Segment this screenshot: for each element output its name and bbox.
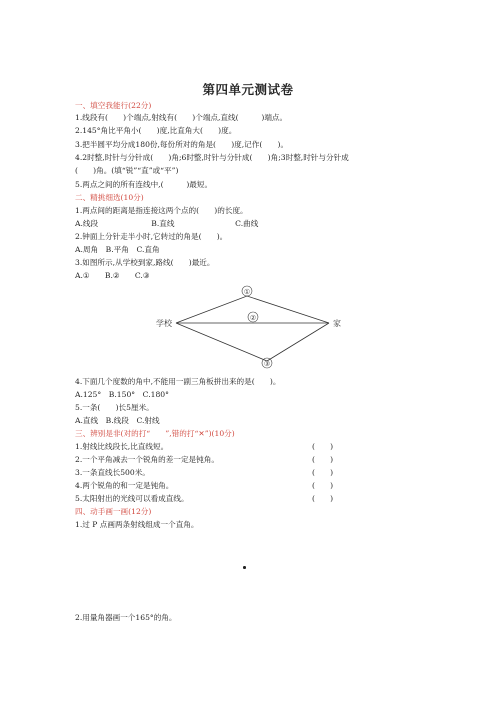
s3-item-4: 4.两个锐角的和一定是钝角。	[75, 481, 174, 490]
s3-item-5: 5.太阳射出的光线可以看成直线。	[75, 494, 189, 503]
s3-item-3: 3.一条直线长500米。	[75, 468, 150, 477]
s4-question-2: 2.用量角器画一个165°的角。	[75, 613, 177, 622]
s2-question-2: 2.钟面上分针走半小时,它转过的角是( )。	[75, 232, 228, 241]
school-label: 学校	[156, 319, 172, 328]
route-2-marker	[248, 312, 258, 322]
s1-question-4-cont: ( )角。(填“锐”“直”或“平”)	[75, 166, 179, 175]
s2-question-4-options: A.125° B.150° C.180°	[75, 390, 169, 399]
route-3-label: ③	[263, 360, 271, 368]
s1-question-4: 4.2时整,时针与分针成( )角;6时整,时针与分针成( )角;3时整,时针与分针成	[75, 153, 349, 162]
s1-question-5: 5.两点之间的所有连线中,( )最短。	[75, 180, 213, 189]
s3-item-1-answer[interactable]: ( )	[312, 442, 334, 451]
s2-question-4: 4.下面几个度数的角中,不能用一副三角板拼出来的是( )。	[75, 377, 281, 386]
s3-item-4-answer[interactable]: ( )	[312, 481, 334, 490]
section-3-heading: 三、辨别是非(对的打“ ”,错的打“✕”)(10分)	[75, 429, 235, 438]
s2-question-5-options: A.直线 B.线段 C.射线	[75, 416, 160, 425]
route-1-label: ①	[243, 288, 251, 296]
s2-question-2-options: A.周角 B.平角 C.直角	[75, 245, 160, 254]
s3-item-2-answer[interactable]: ( )	[312, 455, 334, 464]
route-lines	[176, 296, 329, 361]
section-2-heading: 二、精挑细选(10分)	[75, 193, 144, 202]
route-1-line	[176, 296, 329, 323]
s2-question-1-options: A.线段 B.直线 C.曲线	[75, 219, 259, 228]
route-2-label: ②	[249, 314, 257, 322]
s2-question-1: 1.两点间的距离是指连接这两个点的( )的长度。	[75, 206, 248, 215]
s3-item-3-answer[interactable]: ( )	[312, 468, 334, 477]
route-1-marker	[242, 286, 252, 296]
section-1-heading: 一、填空我能行(22分)	[75, 101, 152, 110]
page-title: 第四单元测试卷	[202, 82, 294, 97]
s2-question-3-options: A.① B.② C.③	[75, 271, 150, 280]
section-4-heading: 四、动手画一画(12分)	[75, 507, 152, 516]
route-3-marker	[262, 358, 272, 368]
home-label: 家	[333, 319, 341, 328]
s3-item-5-answer[interactable]: ( )	[312, 494, 334, 503]
s1-question-1: 1.线段有( )个端点,射线有( )个端点,直线( )端点。	[75, 113, 288, 122]
s2-question-3: 3.如图所示,从学校到家,路线( )最近。	[75, 258, 215, 267]
s4-question-1: 1.过 P 点画两条射线组成一个直角。	[75, 520, 199, 529]
s3-item-2: 2.一个平角减去一个锐角的差一定是钝角。	[75, 455, 219, 464]
s1-question-3: 3.把半圆平均分成180份,每份所对的角是( )度,记作( )。	[75, 140, 289, 149]
s1-question-2: 2.145°角比平角小( )度,比直角大( )度。	[75, 126, 237, 135]
route-3-line	[176, 323, 329, 361]
s2-question-5: 5.一条( )长5厘米。	[75, 403, 154, 412]
point-p-dot	[243, 566, 246, 569]
s3-item-1: 1.射线比线段长,比直线短。	[75, 442, 169, 451]
